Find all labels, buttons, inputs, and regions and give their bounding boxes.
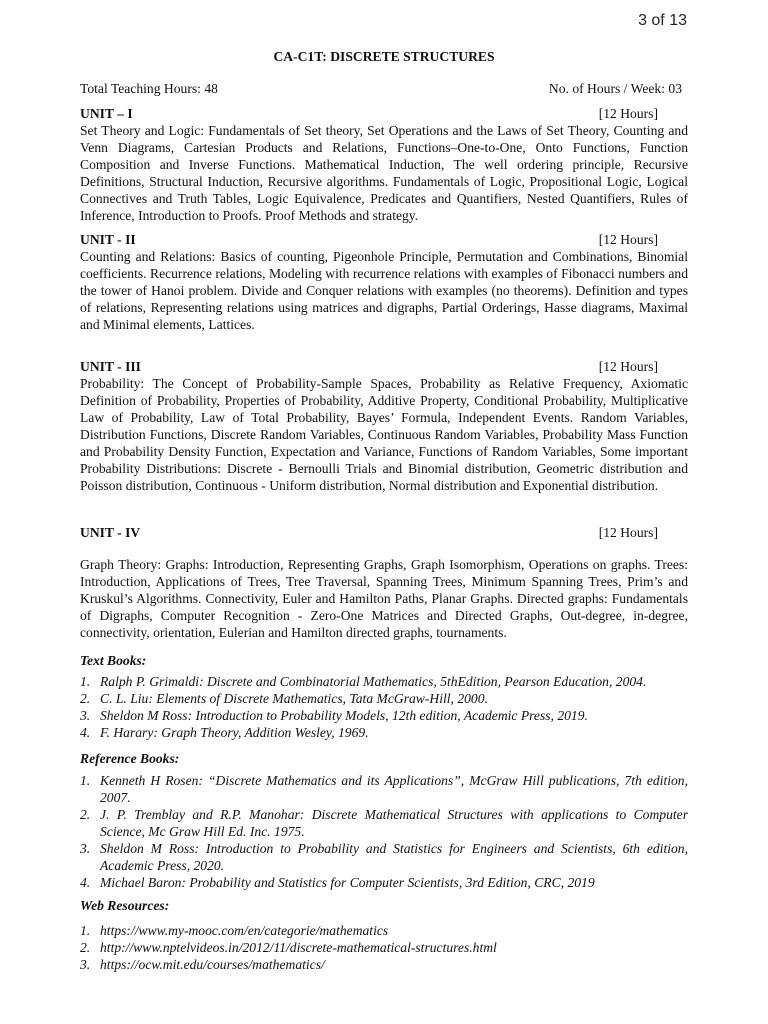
reference-books-list bbox=[80, 772, 688, 891]
item-text: F. Harary: Graph Theory, Addition Wesley, 1969. bbox=[100, 725, 369, 740]
item-text: J. P. Tremblay and R.P. Manohar: Discrete Mathematical Structures with applications to Computer Science, Mc Graw Hill Ed. Inc. 1975. bbox=[100, 807, 688, 839]
item-number: 3. bbox=[80, 708, 91, 723]
list-item bbox=[80, 724, 688, 741]
unit-hours: [12 Hours] bbox=[598, 106, 658, 121]
item-number: 3. bbox=[80, 957, 91, 972]
document-title: CA-C1T: DISCRETE STRUCTURES bbox=[273, 49, 495, 64]
total-teaching-hours: Total Teaching Hours: 48 bbox=[80, 81, 218, 96]
item-number: 1. bbox=[80, 773, 91, 788]
item-text: C. L. Liu: Elements of Discrete Mathematics, Tata McGraw-Hill, 2000. bbox=[100, 691, 488, 706]
list-item bbox=[80, 673, 688, 690]
item-text: Kenneth H Rosen: “Discrete Mathematics and its Applications”, McGraw Hill publications, 7th edition, 2007. bbox=[100, 773, 688, 805]
unit-3 bbox=[80, 358, 688, 494]
item-number: 3. bbox=[80, 841, 91, 856]
web-resources bbox=[80, 897, 688, 973]
unit-content: Probability: The Concept of Probability-Sample Spaces, Probability as Relative Frequency, Axiomatic Definition of Probability, Properties of Probability, Additive Property, Conditional Probability, Multiplicative Law of Probability, Law of Total Probability, Bayes’ Formula, Independent Events. Random Variables, Distribution Functions, Discrete Random Variables, Continuous Random Variables, Probability Mass Function and Probability Density Function, Expectation and Variance, Functions of Random Variables, Some important Probability Distributions: Discrete - Bernoulli Trials and Binomial distribution, Geometric distribution and Poisson distribution, Continuous - Uniform distribution, Normal distribution and Exponential distribution. bbox=[80, 376, 688, 493]
item-number: 2. bbox=[80, 940, 91, 955]
section-heading: Web Resources: bbox=[80, 898, 170, 913]
list-item bbox=[80, 874, 688, 891]
item-text[interactable]: https://ocw.mit.edu/courses/mathematics/ bbox=[100, 957, 325, 972]
list-item bbox=[80, 772, 688, 806]
item-text[interactable]: http://www.nptelvideos.in/2012/11/discrete-mathematical-structures.html bbox=[100, 940, 497, 955]
hours-per-week: No. of Hours / Week: 03 bbox=[548, 81, 682, 96]
page-indicator: 3 of 13 bbox=[638, 12, 687, 29]
unit-title: UNIT - IV bbox=[80, 525, 141, 540]
list-item bbox=[80, 707, 688, 724]
item-number: 1. bbox=[80, 674, 91, 689]
unit-content: Set Theory and Logic: Fundamentals of Set theory, Set Operations and the Laws of Set Theory, Counting and Venn Diagrams, Cartesian Products and Relations, Functions–One-to-One, Onto Functions, Function Composition and Inverse Functions. Mathematical Induction, The well ordering principle, Recursive Definitions, Structural Induction, Recursive algorithms. Fundamentals of Logic, Propositional Logic, Logical Connectives and Truth Tables, Logic Equivalence, Predicates and Quantifiers, Nested Quantifiers, Rules of Inference, Introduction to Proofs. Proof Methods and strategy. bbox=[80, 123, 688, 223]
unit-title: UNIT - III bbox=[80, 359, 141, 374]
unit-hours: [12 Hours] bbox=[598, 232, 658, 247]
unit-4 bbox=[80, 524, 688, 641]
item-text[interactable]: https://www.my-mooc.com/en/categorie/mathematics bbox=[100, 923, 389, 938]
unit-content: Graph Theory: Graphs: Introduction, Representing Graphs, Graph Isomorphism, Operations on graphs. Trees: Introduction, Applications of Trees, Tree Traversal, Spanning Trees, Minimum Spanning Trees, Prim’s and Kruskul’s Algorithms. Connectivity, Euler and Hamilton Paths, Planar Graphs. Directed graphs: Fundamentals of Digraphs, Computer Recognition - Zero-One Matrices and Directed Graphs, Out-degree, in-degree, connectivity, orientation, Eulerian and Hamilton directed graphs, tournaments. bbox=[80, 557, 688, 640]
item-number: 2. bbox=[80, 807, 91, 822]
item-number: 4. bbox=[80, 725, 91, 740]
item-text: Sheldon M Ross: Introduction to Probability and Statistics for Engineers and Scientists, 6th edition, Academic Press, 2020. bbox=[100, 841, 688, 873]
reference-books bbox=[80, 750, 688, 891]
resource-link[interactable] bbox=[80, 956, 688, 973]
list-item bbox=[80, 690, 688, 707]
unit-hours: [12 Hours] bbox=[598, 359, 658, 374]
unit-2 bbox=[80, 231, 688, 333]
resource-link[interactable] bbox=[80, 939, 688, 956]
item-number: 1. bbox=[80, 923, 91, 938]
unit-title: UNIT – I bbox=[80, 106, 133, 121]
text-books-list bbox=[80, 673, 688, 741]
unit-hours: [12 Hours] bbox=[598, 525, 658, 540]
resource-link[interactable] bbox=[80, 922, 688, 939]
item-text: Sheldon M Ross: Introduction to Probability Models, 12th edition, Academic Press, 2019. bbox=[100, 708, 588, 723]
unit-title: UNIT - II bbox=[80, 232, 136, 247]
unit-1 bbox=[80, 105, 688, 224]
unit-content: Counting and Relations: Basics of counting, Pigeonhole Principle, Permutation and Combinations, Binomial coefficients. Recurrence relations, Modeling with recurrence relations with examples of Fibonacci numbers and the tower of Hanoi problem. Divide and Conquer relations with examples (no theorems). Definition and types of relations, Representing relations using matrices and digraphs, Partial Orderings, Hasse diagrams, Maximal and Minimal elements, Lattices. bbox=[80, 249, 688, 332]
list-item bbox=[80, 806, 688, 840]
item-text: Ralph P. Grimaldi: Discrete and Combinatorial Mathematics, 5thEdition, Pearson Education, 2004. bbox=[100, 674, 647, 689]
item-number: 4. bbox=[80, 875, 91, 890]
section-heading: Reference Books: bbox=[80, 751, 180, 766]
web-resources-list bbox=[80, 922, 688, 973]
item-text: Michael Baron: Probability and Statistics for Computer Scientists, 3rd Edition, CRC, 2019 bbox=[100, 875, 595, 890]
item-number: 2. bbox=[80, 691, 91, 706]
hours-row bbox=[80, 80, 688, 97]
text-books bbox=[80, 652, 688, 741]
list-item bbox=[80, 840, 688, 874]
section-heading: Text Books: bbox=[80, 653, 147, 668]
